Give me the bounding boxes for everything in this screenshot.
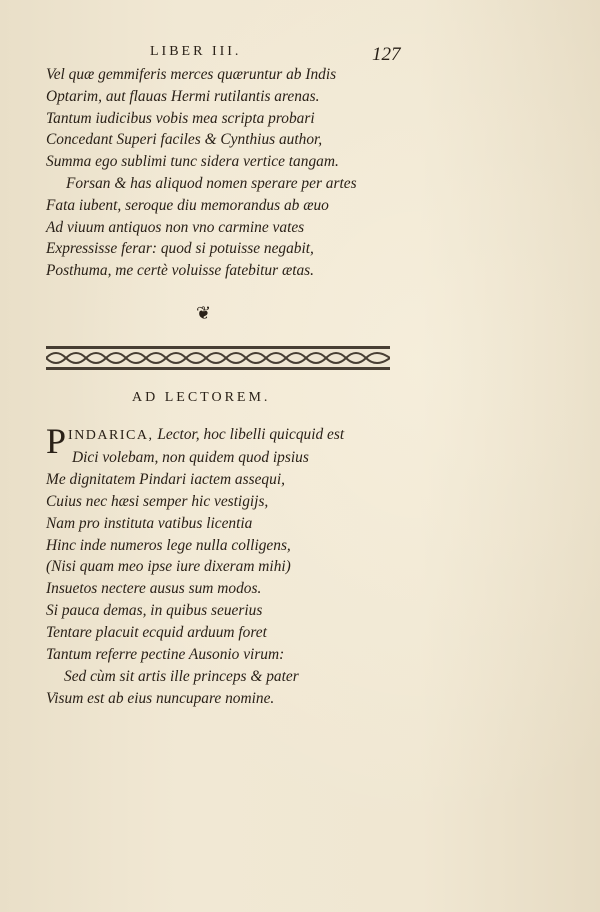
poem-line: Nam pro instituta vatibus licentia — [46, 514, 253, 532]
verse-line: Optarim, aut flauas Hermi rutilantis arenas. — [46, 87, 320, 105]
ornamental-band — [46, 346, 390, 370]
verse-line: Fata iubent, seroque diu memorandus ab æuo — [46, 196, 329, 214]
section-title: AD LECTOREM. — [132, 390, 271, 405]
verse-line: Vel quæ gemmiferis merces quæruntur ab Indis — [46, 66, 337, 83]
poem-line: (Nisi quam meo ipse iure dixeram mihi) — [46, 558, 291, 576]
poem-line: Si pauca demas, in quibus seuerius — [46, 602, 263, 620]
verse-line: Ad viuum antiquos non vno carmine vates — [46, 218, 305, 236]
poem-line: Visum est ab eius nuncupare nomine. — [46, 689, 275, 707]
poem-line: Me dignitatem Pindari iactem assequi, — [46, 470, 285, 488]
verse-line: Concedant Superi faciles & Cynthius author, — [46, 131, 323, 149]
poem-line: Sed cùm sit artis ille princeps & pater — [64, 667, 299, 685]
scroll-ornament-icon — [46, 347, 390, 369]
poem-line: Tentare placuit ecquid arduum foret — [46, 624, 267, 642]
poem-block — [46, 421, 386, 710]
verse-block — [46, 64, 406, 282]
running-title: LIBER III. — [150, 44, 242, 59]
poem-line: Hinc inde numeros lege nulla colligens, — [46, 536, 291, 554]
verse-line: Summa ego sublimi tunc sidera vertice tangam. — [46, 153, 339, 171]
verse-line: Tantum iudicibus vobis mea scripta probari — [46, 109, 315, 127]
poem-line: Insuetos nectere ausus sum modos. — [46, 580, 262, 598]
opening-word: INDARICA, — [68, 428, 154, 443]
verse-line: Forsan & has aliquod nomen sperare per artes — [66, 174, 357, 192]
poem-line: Cuius nec hæsi semper hic vestigijs, — [46, 492, 269, 510]
page-number: 127 — [372, 44, 401, 65]
poem-line: Dici volebam, non quidem quod ipsius — [72, 448, 309, 466]
fleuron-icon: ❦ — [196, 303, 212, 323]
verse-line: Posthuma, me certè voluisse fatebitur ætas. — [46, 262, 315, 280]
drop-capital: P — [46, 421, 67, 461]
verse-line: Expressisse ferar: quod si potuisse negabit, — [46, 240, 314, 258]
first-line-rest: Lector, hoc libelli quicquid est — [153, 426, 345, 443]
poem-line: Tantum referre pectine Ausonio virum: — [46, 646, 285, 664]
